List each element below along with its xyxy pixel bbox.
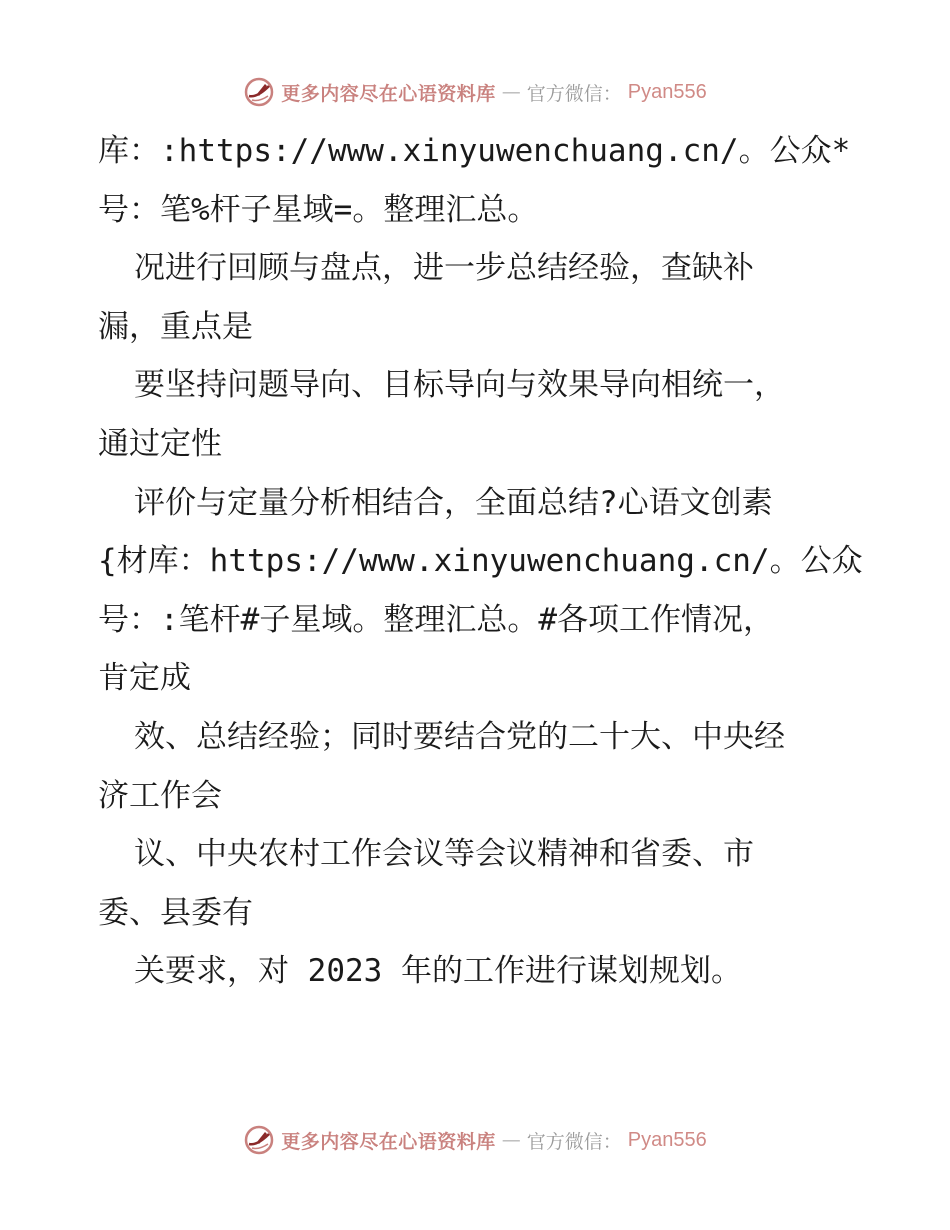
- body-line-3: 况进行回顾与盘点，进一步总结经验，查缺补: [134, 250, 754, 287]
- document-body: [98, 122, 918, 1001]
- header-banner: [0, 72, 950, 112]
- body-line-6: 通过定性: [98, 425, 222, 462]
- footer-wechat-id: Pyan556: [627, 1128, 707, 1151]
- body-line-9: 号：:笔杆#子星域。整理汇总。#各项工作情况，: [98, 601, 774, 638]
- footer-official-label: 官方微信：: [526, 1130, 622, 1153]
- header-banner-content: [243, 76, 707, 108]
- pen-quill-icon: [243, 1124, 275, 1156]
- body-line-7: 评价与定量分析相结合，全面总结?心语文创素: [134, 484, 773, 521]
- pen-quill-icon: [243, 76, 275, 108]
- body-line-14: 委、县委有: [98, 894, 253, 931]
- footer-banner: [0, 1120, 950, 1160]
- header-brand-text: 更多内容尽在心语资料库: [281, 82, 496, 105]
- header-dash: —: [501, 81, 521, 103]
- body-line-5: 要坚持问题导向、目标导向与效果导向相统一，: [134, 367, 785, 404]
- footer-dash: —: [501, 1129, 521, 1151]
- body-line-10: 肯定成: [98, 660, 191, 697]
- header-wechat-id: Pyan556: [627, 80, 707, 103]
- body-line-1: 库：:https://www.xinyuwenchuang.cn/。公众*: [98, 133, 851, 169]
- body-line-2: 号：笔%杆子星域=。整理汇总。: [98, 191, 539, 228]
- body-line-12: 济工作会: [98, 777, 222, 814]
- body-line-4: 漏，重点是: [98, 308, 253, 345]
- body-line-11: 效、总结经验；同时要结合党的二十大、中央经: [134, 718, 785, 755]
- body-line-13: 议、中央农村工作会议等会议精神和省委、市: [134, 836, 754, 873]
- body-line-8: {材库：https://www.xinyuwenchuang.cn/。公众: [98, 543, 863, 580]
- body-line-15: 关要求，对 2023 年的工作进行谋划规划。: [134, 953, 742, 990]
- header-official-label: 官方微信：: [526, 82, 622, 105]
- footer-banner-content: [243, 1124, 707, 1156]
- footer-brand-text: 更多内容尽在心语资料库: [281, 1130, 496, 1153]
